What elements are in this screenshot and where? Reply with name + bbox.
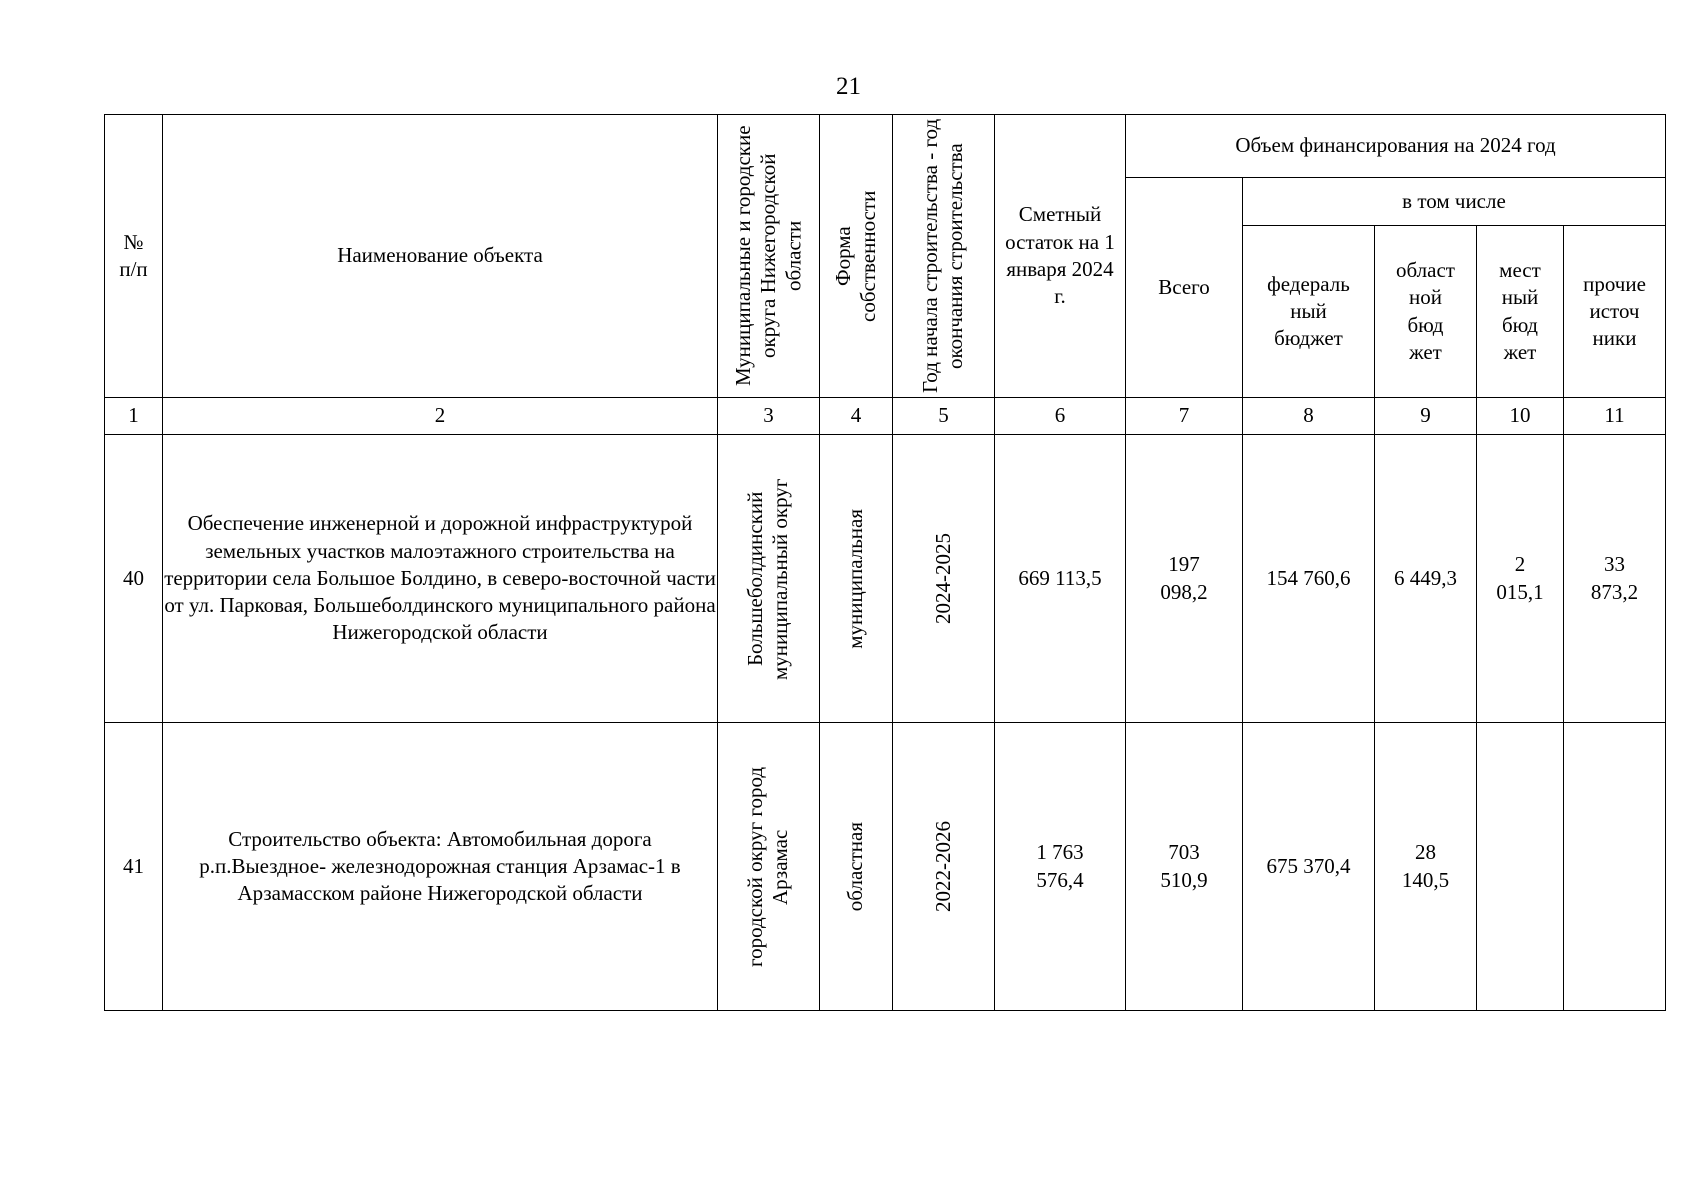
row-other: 33 873,2 <box>1564 435 1666 723</box>
row-total: 197 098,2 <box>1126 435 1243 723</box>
column-number: 10 <box>1477 398 1564 435</box>
header-total: Всего <box>1126 178 1243 398</box>
column-number: 1 <box>105 398 163 435</box>
row-local: 2 015,1 <box>1477 435 1564 723</box>
table-row <box>105 723 1666 1011</box>
row-federal: 154 760,6 <box>1243 435 1375 723</box>
header-local: мест ный бюд жет <box>1477 226 1564 398</box>
column-number: 7 <box>1126 398 1243 435</box>
row-other <box>1564 723 1666 1011</box>
row-years: 2022-2026 <box>893 723 995 1011</box>
row-municipality: городской округ город Арзамас <box>718 723 820 1011</box>
row-remainder: 1 763 576,4 <box>995 723 1126 1011</box>
column-number: 11 <box>1564 398 1666 435</box>
financing-table <box>104 114 1666 1011</box>
column-number: 5 <box>893 398 995 435</box>
header-remainder: Сметный остаток на 1 января 2024 г. <box>995 115 1126 398</box>
header-years: Год начала строительства - год окончания строительства <box>893 115 995 398</box>
row-remainder: 669 113,5 <box>995 435 1126 723</box>
column-number: 2 <box>163 398 718 435</box>
header-including: в том числе <box>1243 178 1666 226</box>
row-ownership: муниципальная <box>820 435 893 723</box>
row-ownership: областная <box>820 723 893 1011</box>
header-ownership: Форма собственности <box>820 115 893 398</box>
row-total: 703 510,9 <box>1126 723 1243 1011</box>
table-row <box>105 435 1666 723</box>
row-years: 2024-2025 <box>893 435 995 723</box>
row-local <box>1477 723 1564 1011</box>
header-regional: област ной бюд жет <box>1375 226 1477 398</box>
header-federal: федераль ный бюджет <box>1243 226 1375 398</box>
row-name: Строительство объекта: Автомобильная дорога р.п.Выездное- железнодорожная станция Арзамас-1 в Арзамасском районе Нижегородской области <box>163 723 718 1011</box>
column-number-row <box>105 398 1666 435</box>
column-number: 8 <box>1243 398 1375 435</box>
row-municipality: Большеболдинский муниципальный округ <box>718 435 820 723</box>
row-federal: 675 370,4 <box>1243 723 1375 1011</box>
header-name: Наименование объекта <box>163 115 718 398</box>
header-funding-group: Объем финансирования на 2024 год <box>1126 115 1666 178</box>
row-regional: 28 140,5 <box>1375 723 1477 1011</box>
column-number: 3 <box>718 398 820 435</box>
row-num: 41 <box>105 723 163 1011</box>
row-name: Обеспечение инженерной и дорожной инфраструктурой земельных участков малоэтажного строительства на территории села Большое Болдино, в северо-восточной части от ул. Парковая, Большеболдинского муниципального района Нижегородской области <box>163 435 718 723</box>
header-other: прочие источ ники <box>1564 226 1666 398</box>
header-municipality: Муниципальные и городские округа Нижегородской области <box>718 115 820 398</box>
column-number: 9 <box>1375 398 1477 435</box>
page-number: 21 <box>836 73 861 100</box>
row-num: 40 <box>105 435 163 723</box>
column-number: 4 <box>820 398 893 435</box>
row-regional: 6 449,3 <box>1375 435 1477 723</box>
header-row-1 <box>105 115 1666 178</box>
header-num: № п/п <box>105 115 163 398</box>
column-number: 6 <box>995 398 1126 435</box>
